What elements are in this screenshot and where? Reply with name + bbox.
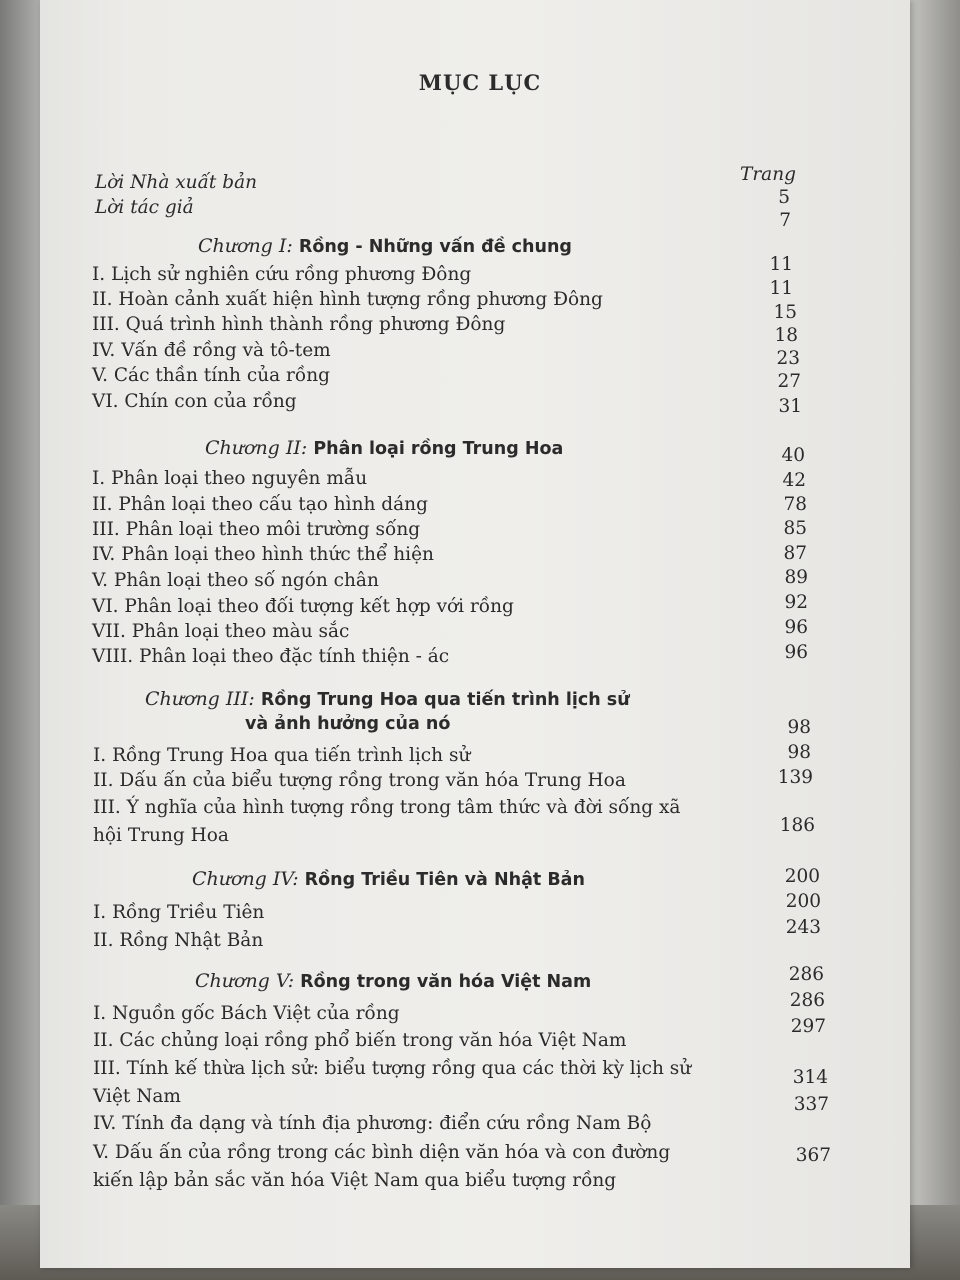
chapter-label: Chương V: [195,970,295,992]
toc-entry-page: 7 [779,210,791,231]
background-right [905,0,960,1280]
toc-entry-page: 200 [785,891,821,912]
toc-entry-label: V. Các thần tính của rồng [92,365,330,386]
toc-entry-page: 11 [769,278,793,299]
toc-entry-label: II. Hoàn cảnh xuất hiện hình tượng rồng phương Đông [92,289,603,310]
toc-entry-label: II. Các chủng loại rồng phổ biến trong văn hóa Việt Nam [93,1030,627,1051]
toc-entry-page: 297 [790,1016,826,1037]
toc-entry-page: 367 [795,1145,831,1166]
toc-entry-page: 186 [779,815,815,836]
toc-entry-label-continued: kiến lập bản sắc văn hóa Việt Nam qua biểu tượng rồng [93,1170,617,1191]
toc-entry-label: I. Phân loại theo nguyên mẫu [92,468,368,489]
toc-entry-label: I. Rồng Trung Hoa qua tiến trình lịch sử [93,745,471,766]
toc-entry-label: III. Phân loại theo môi trường sống [92,519,421,540]
toc-entry-label: I. Lịch sử nghiên cứu rồng phương Đông [92,264,472,285]
toc-entry-page: 243 [785,917,821,938]
toc-entry-page: 96 [784,617,808,638]
chapter-title-line2: và ảnh hưởng của nó [245,714,451,734]
toc-entry-page: 89 [784,567,808,588]
chapter-title: Rồng Triều Tiên và Nhật Bản [304,870,585,890]
toc-entry-page: 78 [783,494,807,515]
chapter-heading [145,688,630,711]
chapter-title: Rồng - Những vấn đề chung [298,237,572,257]
toc-entry-label-continued: Việt Nam [93,1086,181,1107]
chapter-heading [205,437,563,460]
chapter-page: 40 [781,445,805,466]
toc-entry-label: Lời Nhà xuất bản [95,172,258,193]
toc-entry-label: Lời tác giả [95,197,194,218]
toc-entry-page: 96 [784,642,808,663]
chapter-page: 286 [788,964,824,985]
toc-entry-label: VI. Phân loại theo đối tượng kết hợp với rồng [92,596,514,617]
toc-entry-label: III. Tính kế thừa lịch sử: biểu tượng rồng qua các thời kỳ lịch sử [93,1058,692,1079]
toc-entry-page: 42 [782,470,806,491]
toc-entry-page: 5 [778,187,790,208]
toc-entry-page: 23 [776,348,800,369]
toc-entry-label: III. Quá trình hình thành rồng phương Đông [92,314,506,335]
toc-entry-page: 27 [777,371,801,392]
toc-entry-label: IV. Phân loại theo hình thức thể hiện [92,544,434,565]
toc-entry-label-continued: hội Trung Hoa [93,825,229,846]
toc-entry-page: 18 [774,325,798,346]
chapter-label: Chương III: [145,688,255,710]
chapter-page: 11 [769,254,793,275]
toc-entry-label: I. Rồng Triều Tiên [93,902,265,923]
chapter-title: Rồng trong văn hóa Việt Nam [300,972,592,992]
toc-entry-page: 314 [792,1067,828,1088]
toc-entry-label: II. Rồng Nhật Bản [93,930,264,951]
toc-entry-page: 85 [783,518,807,539]
toc-entry-label: V. Dấu ấn của rồng trong các bình diện văn hóa và con đường [93,1142,671,1163]
toc-entry-page: 87 [783,543,807,564]
chapter-title: Phân loại rồng Trung Hoa [313,439,564,459]
toc-entry-label: IV. Vấn đề rồng và tô-tem [92,340,331,361]
chapter-heading [195,970,591,993]
toc-entry-page: 98 [787,742,811,763]
toc-entry-page: 286 [789,990,825,1011]
chapter-heading-continued [245,712,450,735]
page-column-label: Trang [740,164,796,185]
toc-entry-label: VIII. Phân loại theo đặc tính thiện - ác [92,646,450,667]
toc-entry-label: VI. Chín con của rồng [92,391,297,412]
toc-entry-label: II. Phân loại theo cấu tạo hình dáng [92,494,428,515]
chapter-heading [198,235,572,258]
toc-entry-label: V. Phân loại theo số ngón chân [92,570,379,591]
chapter-heading [192,868,585,891]
toc-entry-page: 92 [784,592,808,613]
toc-entry-label: IV. Tính đa dạng và tính địa phương: điển cứu rồng Nam Bộ [93,1113,652,1134]
chapter-label: Chương II: [205,437,308,459]
toc-entry-label: III. Ý nghĩa của hình tượng rồng trong tâm thức và đời sống xã [93,797,681,818]
toc-entry-page: 337 [793,1094,829,1115]
toc-entry-label: II. Dấu ấn của biểu tượng rồng trong văn hóa Trung Hoa [93,770,626,791]
toc-entry-label: I. Nguồn gốc Bách Việt của rồng [93,1003,400,1024]
chapter-page: 200 [784,866,820,887]
chapter-label: Chương I: [198,235,293,257]
toc-entry-page: 15 [773,302,797,323]
toc-entry-page: 31 [778,396,802,417]
chapter-title: Rồng Trung Hoa qua tiến trình lịch sử [260,690,630,710]
toc-entry-page: 139 [777,767,813,788]
toc-entry-label: VII. Phân loại theo màu sắc [92,621,350,642]
page-title: MỤC LỤC [418,70,542,95]
chapter-page: 98 [787,717,811,738]
chapter-label: Chương IV: [192,868,299,890]
